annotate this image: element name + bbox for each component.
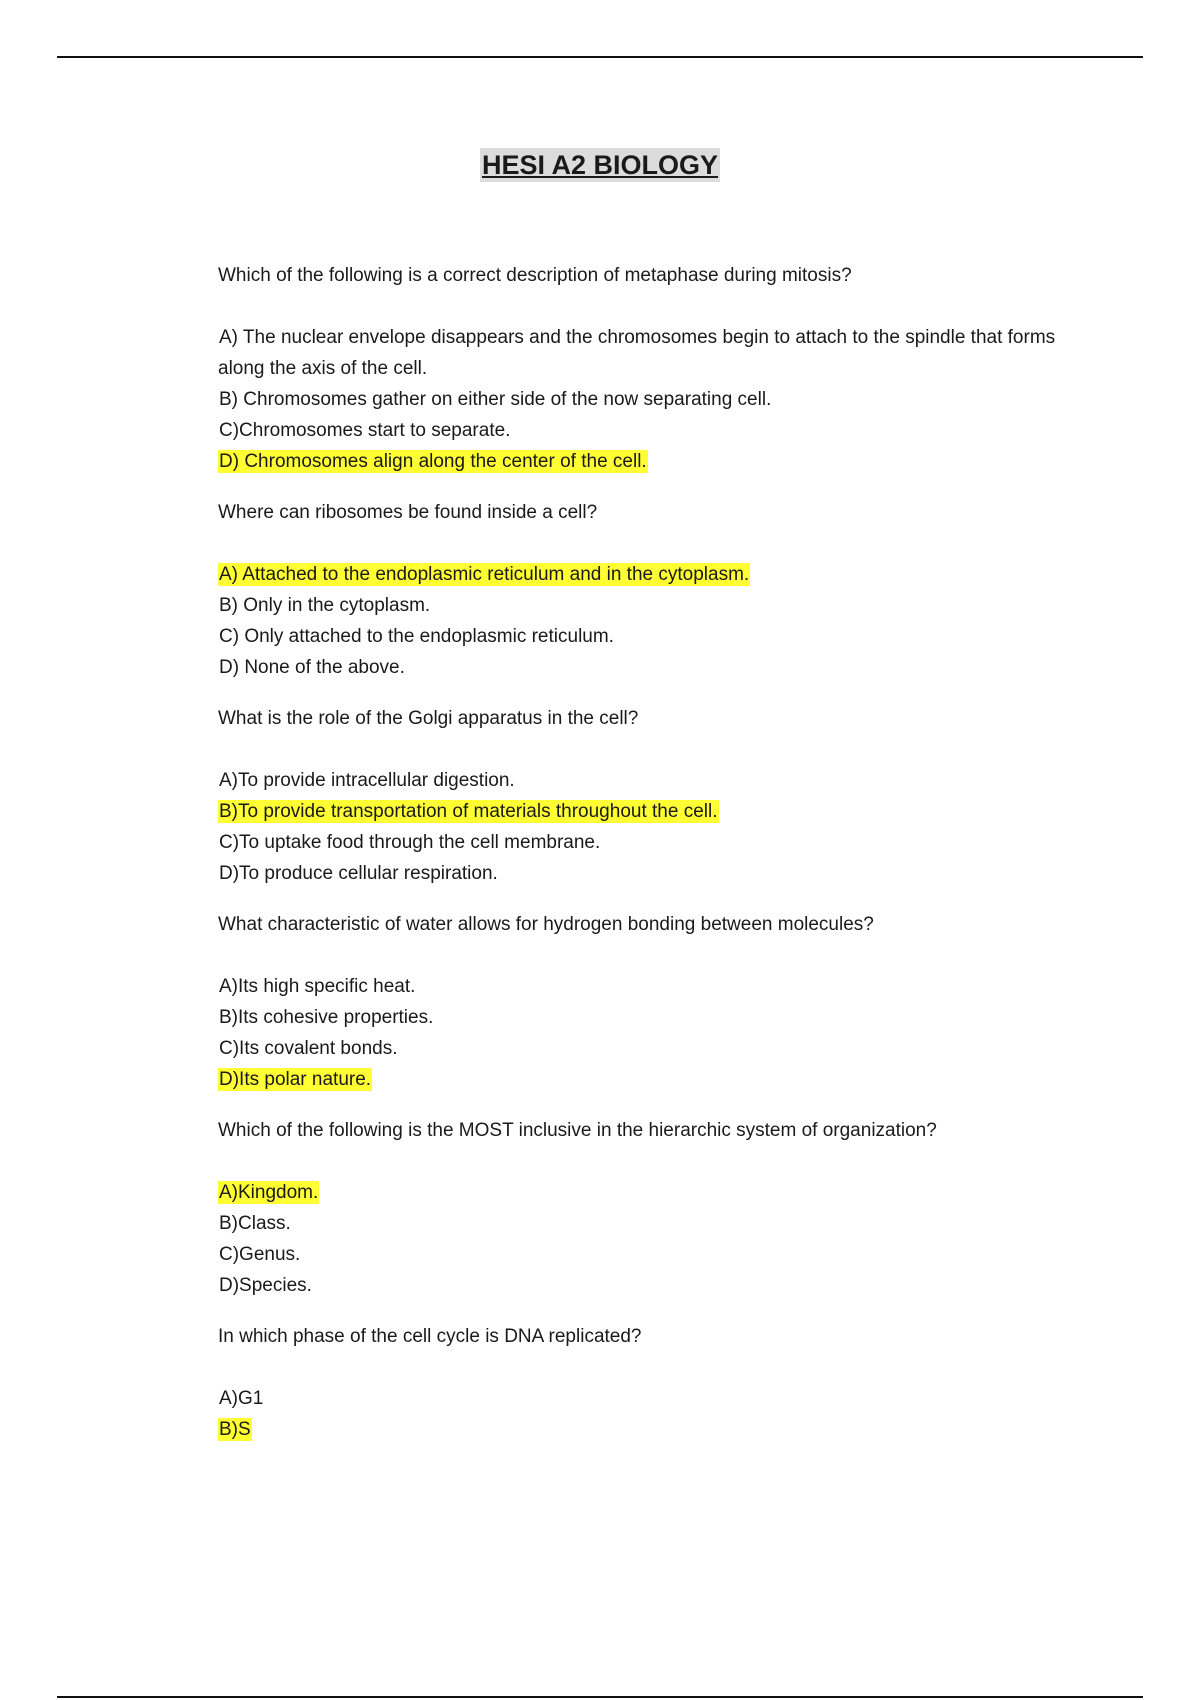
answer-option-text: C) Only attached to the endoplasmic reticulum. [219,626,614,647]
question-text: Where can ribosomes be found inside a cell? [218,502,598,523]
answer-option [218,1002,1098,1033]
question-text: In which phase of the cell cycle is DNA replicated? [218,1326,642,1347]
answer-option [218,1033,1098,1064]
answer-option [218,415,1098,446]
answer-option-text: D) None of the above. [219,657,405,678]
answer-option [218,971,1098,1002]
answer-option [218,652,1098,683]
answer-option-text: A)G1 [219,1388,264,1409]
answer-option-text: C)Its covalent bonds. [219,1038,398,1059]
answer-option-text: A)To provide intracellular digestion. [219,770,515,791]
answer-option [218,1383,1098,1414]
answer-option-text: D) Chromosomes align along the center of the cell. [219,451,647,472]
answer-option [218,322,1098,384]
answer-option-text: C)Chromosomes start to separate. [219,420,511,441]
question-block [218,909,1098,1095]
answer-option-correct [218,446,1098,477]
answer-option [218,765,1098,796]
question-text: Which of the following is a correct description of metaphase during mitosis? [218,265,852,286]
document-title: HESI A2 BIOLOGY [481,150,719,180]
answer-option-text: D)Its polar nature. [219,1069,372,1090]
question-block [218,703,1098,889]
answer-option-text: B)S [219,1419,251,1440]
answer-option-text: D)Species. [219,1275,312,1296]
answer-option [218,1208,1098,1239]
question-block [218,497,1098,683]
answer-option-text: B) Only in the cytoplasm. [219,595,431,616]
answer-option-text: C)To uptake food through the cell membrane. [219,832,601,853]
answer-option-text: A)Kingdom. [219,1182,319,1203]
answer-option-text: C)Genus. [219,1244,301,1265]
answer-option-text: B)Its cohesive properties. [219,1007,434,1028]
answer-option-text: B) Chromosomes gather on either side of the now separating cell. [219,389,772,410]
answer-option-correct [218,559,1098,590]
answer-option-correct [218,1177,1098,1208]
question-text: What characteristic of water allows for hydrogen bonding between molecules? [218,914,874,935]
top-rule [57,56,1143,58]
answer-option-text: D)To produce cellular respiration. [219,863,498,884]
title-wrap [0,148,1200,182]
question-block [218,1321,1098,1445]
answer-option-text: B)To provide transportation of materials throughout the cell. [219,801,718,822]
answer-option-text: B)Class. [219,1213,291,1234]
answer-option-correct [218,1064,1098,1095]
answer-option [218,827,1098,858]
question-text: What is the role of the Golgi apparatus in the cell? [218,708,639,729]
question-block [218,260,1098,477]
answer-option [218,590,1098,621]
bottom-rule [57,1696,1143,1698]
answer-option-correct [218,796,1098,827]
answer-option-text: A) Attached to the endoplasmic reticulum and in the cytoplasm. [219,564,750,585]
answer-option-text: A) The nuclear envelope disappears and the chromosomes begin to attach to the spindle that forms along the axis of the cell. [218,327,1056,379]
answer-option [218,858,1098,889]
answer-option [218,1270,1098,1301]
answer-option [218,384,1098,415]
question-text: Which of the following is the MOST inclusive in the hierarchic system of organization? [218,1120,937,1141]
questions-list [218,260,1098,1465]
question-block [218,1115,1098,1301]
answer-option-text: A)Its high specific heat. [219,976,416,997]
answer-option [218,1239,1098,1270]
answer-option [218,621,1098,652]
answer-option-correct [218,1414,1098,1445]
